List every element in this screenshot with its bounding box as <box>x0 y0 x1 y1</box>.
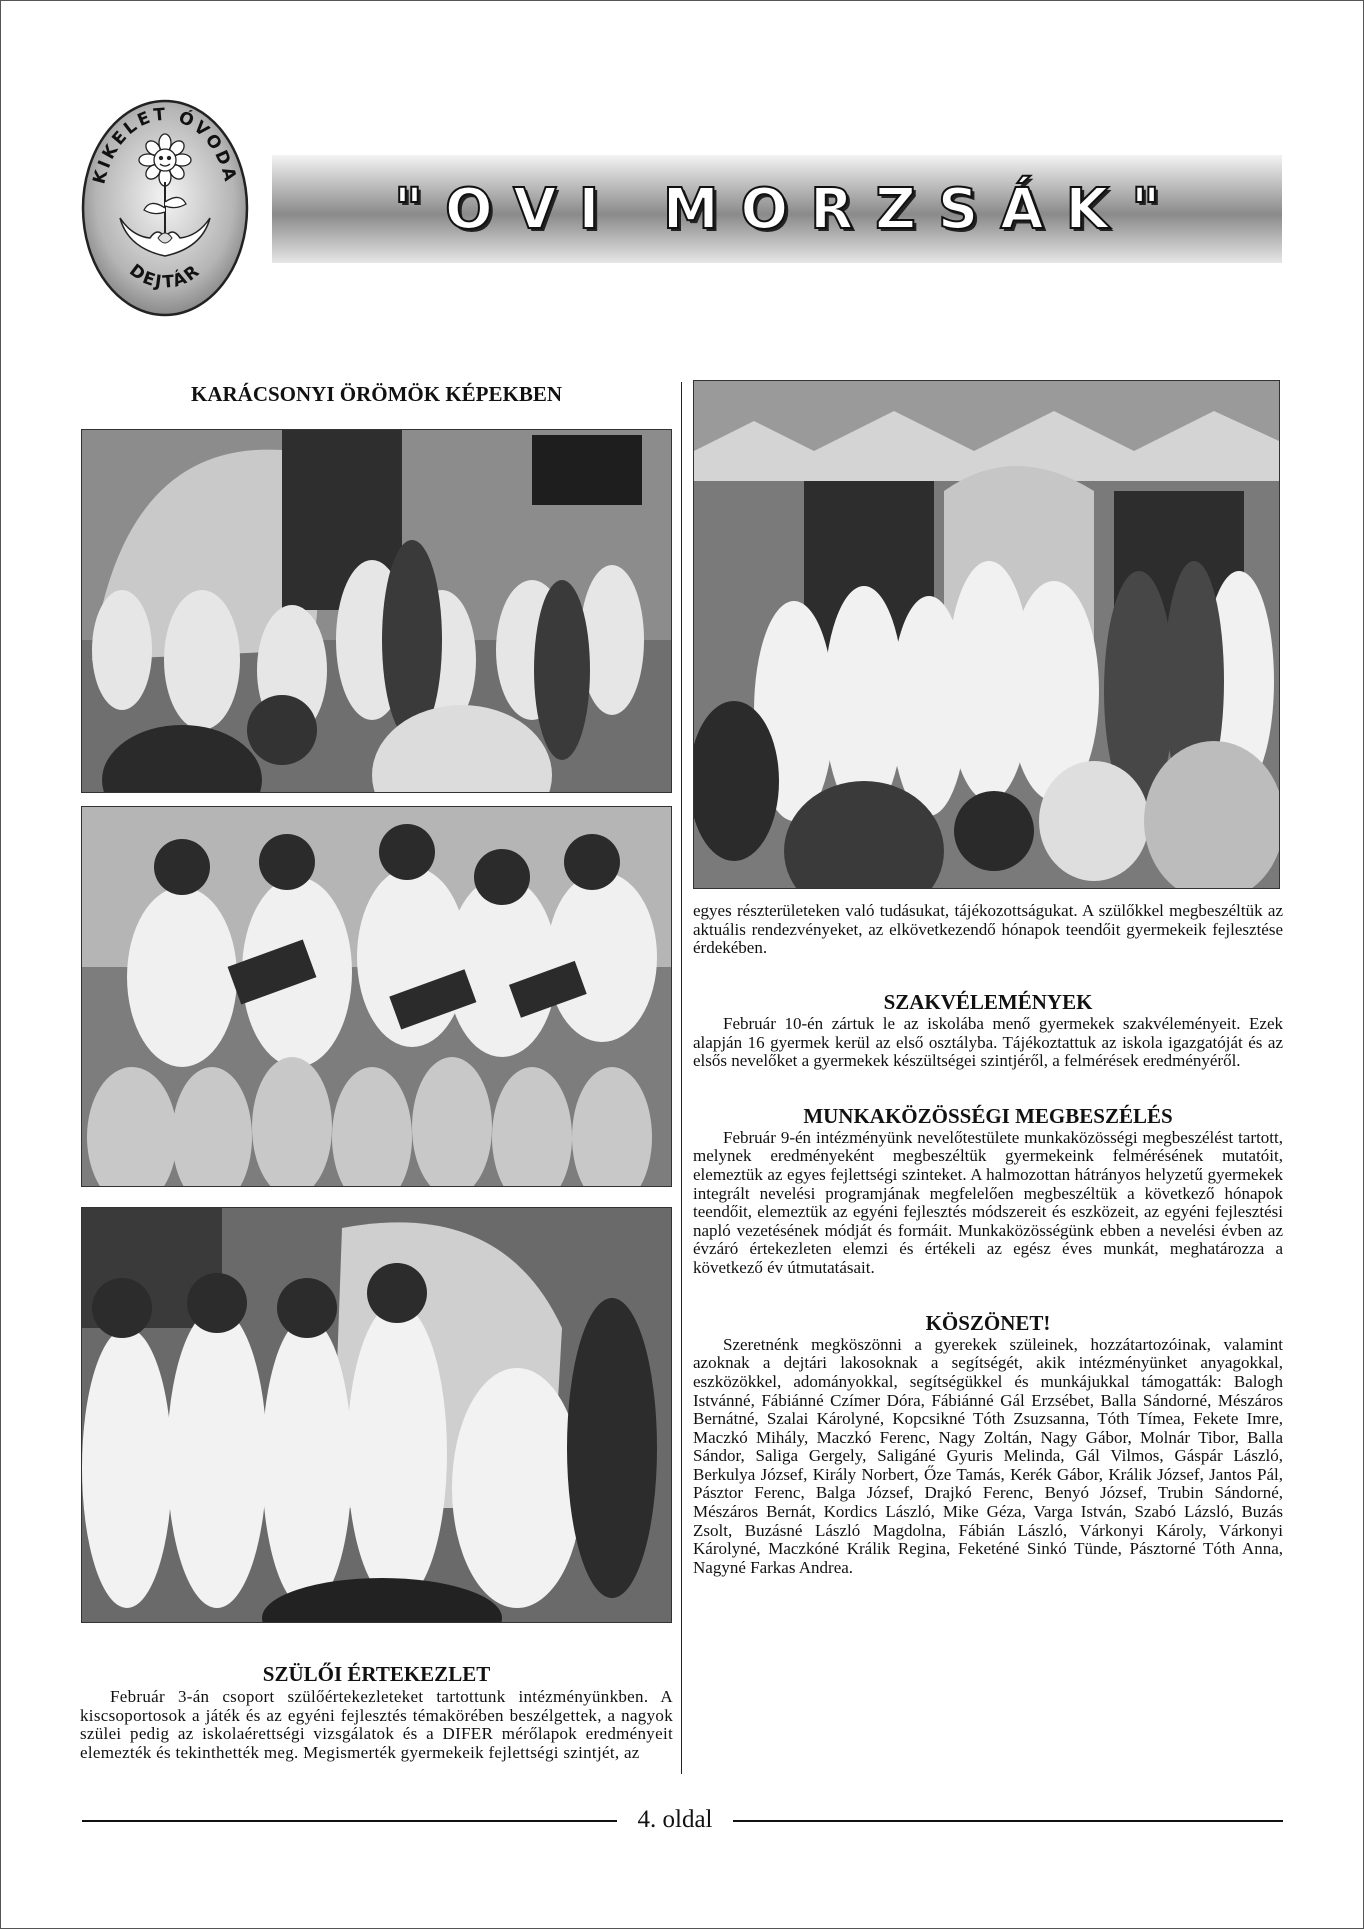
munkakozossegi-heading: MUNKAKÖZÖSSÉGI MEGBESZÉLÉS <box>803 1103 1173 1128</box>
szuloi-continuation-text: egyes részterületeken való tudásukat, tájékozottságukat. A szülőkkel megbeszéltük az aktuális rendezvényeket, az elkövetkezendő hónapok teendőit gyermekeik fejlesztése érdekében. <box>693 901 1283 958</box>
szakvelemenyek-text: Február 10-én zártuk le az iskolába menő gyermekek szakvéleményeit. Ezek alapján 16 gyermek kerül az első osztályba. Tájékoztattuk az iskola igazgatóját és az elsős nevelőket a gyermekek készültségei szintjéről, a felmérések eredményéről. <box>693 1013 1283 1071</box>
koszonet-heading: KÖSZÖNET! <box>925 1310 1051 1335</box>
column-divider <box>681 382 682 1774</box>
page-number: 4. oldal <box>637 1806 713 1833</box>
szuloi-text: Február 3-án csoport szülőértekezleteket tartottunk intézményünkben. A kiscsoportosok a játék és az egyéni fejlesztés témakörében beszélgettek, a nagyok szülei pedig az iskolaérettségi vizsgálatok és a DIFER mérőlapok eredményeit elemezték és tekinthették meg. Megismerték gyermekeik fejlettségi szintjét, az <box>80 1687 673 1763</box>
szuloi-heading: SZÜLŐI ÉRTEKEZLET <box>262 1662 491 1687</box>
photo-teachers-singing <box>81 806 672 1187</box>
szakvelemenyek-heading: SZAKVÉLEMÉNYEK <box>883 989 1093 1014</box>
newsletter-title: "OVI MORZSÁK" <box>393 176 1183 242</box>
left-column <box>80 380 673 1763</box>
photo-angels-nativity <box>693 380 1280 889</box>
photo-nativity-play-2 <box>81 1207 672 1623</box>
right-column <box>693 380 1283 1577</box>
masthead-banner <box>272 155 1282 263</box>
svg-text:DEJTÁR: DEJTÁR <box>125 260 205 293</box>
svg-text:KIKELET ÓVODA: KIKELET ÓVODA <box>89 104 241 187</box>
kindergarten-logo <box>80 98 250 318</box>
footer-rule-left <box>82 1820 617 1822</box>
photo-nativity-play-1 <box>81 429 672 793</box>
photos-heading: KARÁCSONYI ÖRÖMÖK KÉPEKBEN <box>190 382 563 406</box>
footer-rule-right <box>733 1820 1283 1822</box>
koszonet-text: Szeretnénk megköszönni a gyerekek szüleinek, hozzátartozóinak, valamint azoknak a dejtári lakosoknak a segítségét, akik intézményünket anyagokkal, eszközökkel, adományokkal, segítségükkel és munkájukkal támogatták: Balogh Istvánné, Fábiánné Czímer Dóra, Fábiánné Gál Erzsébet, Balla Sándorné, Mészáros Bernátné, Szalai Károlyné, Kopcsikné Tóth Zsuzsanna, Tóth Tímea, Fekete Imre, Maczkó Mihály, Maczkó Ferenc, Nagy Zoltán, Nagy Gábor, Molnár Tibor, Balla Sándor, Saliga Gergely, Saligáné Gyuris Melinda, Gál Vilmos, Gáspár László, Berkulya József, Király Norbert, Őze Tamás, Kerék Gábor, Králik József, Jantos Pál, Pásztor Ferenc, Balga József, Drajkó Ferenc, Benyó József, Trubin Sándorné, Mészáros Bernát, Kordics László, Mike Géza, Varga István, Szabó Lázsló, Buzás Zsolt, Buzásné László Magdolna, Fábián László, Várkonyi Károly, Várkonyi Károlyné, Maczkóné Králik Regina, Feketéné Sinkó Tünde, Pásztorné Tóth Anna, Nagyné Farkas Andrea. <box>693 1334 1283 1577</box>
munkakozossegi-text: Február 9-én intézményünk nevelőtestülete munkaközösségi megbeszélést tartott, melynek eredményeként megbeszéltük gyermekeink felmérésének mutatóit, elemeztük az egyes fejlettségi szinteket. A halmozottan hátrányos helyzetű gyermekek integrált nevelési programjának megfelelően megbeszéltük a következő hónapok teendőit, elemeztük az egyéni fejlesztés módszereit és eszközeit, az egyéni fejlesztési napló vezetésének módját és formáit. Munkaközösségünk ebben a nevelési évben az évzáró értekezleten elemzi és értékeli az egész éves munkát, meghatározza a következő év útmutatásait. <box>693 1127 1283 1277</box>
